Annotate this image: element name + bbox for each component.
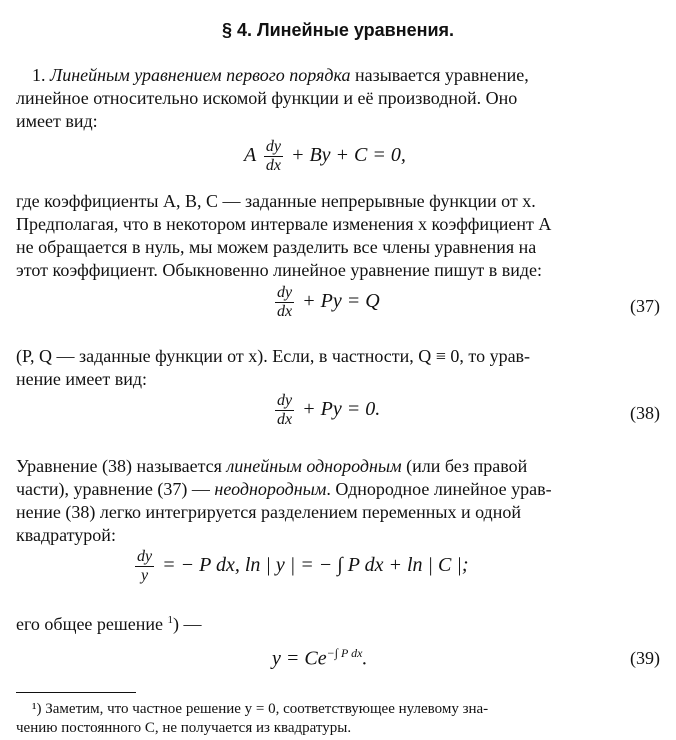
equation-37 <box>272 284 380 321</box>
para3-line2: нение имеет вид: <box>16 369 148 389</box>
paragraph-1 <box>16 64 660 133</box>
para1-term: Линейным уравнением первого порядка <box>50 65 351 85</box>
para1-number: 1. <box>32 65 50 85</box>
footnote-line2: чению постоянного C, не получается из квадратуры. <box>16 720 352 736</box>
footnote-line1: ¹) Заметим, что частное решение y = 0, соответствующее нулевому зна- <box>32 701 489 717</box>
para1-line1-tail: называется уравнение, <box>350 65 529 85</box>
equation-39-label: (39) <box>630 648 660 668</box>
para2-line2: Предполагая, что в некотором интервале изменения x коэффициент A <box>16 214 552 234</box>
equation-39 <box>272 646 367 671</box>
eq38-fraction <box>275 392 294 429</box>
para4-line1-c: (или без правой <box>401 456 528 476</box>
eqsep-fraction <box>135 548 154 585</box>
eq37-post: + Py = Q <box>302 290 380 313</box>
eq1-post: + By + C = 0, <box>290 144 406 167</box>
para2-line1: где коэффициенты A, B, C — заданные непрерывные функции от x. <box>16 191 536 211</box>
paragraph-5 <box>16 609 660 632</box>
para4-line2-a: части), уравнение (37) — <box>16 479 215 499</box>
para1-line2: линейное относительно искомой функции и её производной. Оно <box>16 88 518 108</box>
eq39-dot: . <box>362 647 368 670</box>
para4-line1-a: Уравнение (38) называется <box>16 456 227 476</box>
paragraph-2 <box>16 190 660 282</box>
eq1-num: dy <box>265 138 281 155</box>
eqsep-den: y <box>141 567 149 584</box>
footnote <box>16 700 660 738</box>
equation-separation <box>132 548 469 585</box>
para3-line1: (P, Q — заданные функции от x). Если, в частности, Q ≡ 0, то урав- <box>16 346 531 366</box>
para4-line4: квадратурой: <box>16 525 116 545</box>
para2-line3: не обращается в нуль, мы можем разделить все члены уравнения на <box>16 237 537 257</box>
footnote-divider <box>16 692 136 693</box>
para2-line4: этот коэффициент. Обыкновенно линейное уравнение пишут в виде: <box>16 260 543 280</box>
eq1-den: dx <box>265 157 281 174</box>
eq1-pre: A <box>244 144 256 167</box>
para4-line2-c: . Однородное линейное урав- <box>326 479 552 499</box>
para4-term-homog: линейным однородным <box>226 456 402 476</box>
paragraph-3 <box>16 345 660 391</box>
eq37-den: dx <box>277 303 293 320</box>
para4-term-inhomog: неоднородным <box>214 479 327 499</box>
eq39-exponent: −∫ P dx <box>326 646 363 660</box>
section-heading: § 4. Линейные уравнения. <box>221 20 455 40</box>
para5-footnote-mark: 1 <box>167 614 174 626</box>
eq39-lhs: y = Ce <box>272 647 327 670</box>
para5-text: его общее решение <box>16 614 164 634</box>
equation-38 <box>272 392 380 429</box>
eq37-num: dy <box>277 284 293 301</box>
eqsep-num: dy <box>137 548 153 565</box>
eq38-den: dx <box>277 411 293 428</box>
eqsep-rest: = − P dx, ln | y | = − ∫ P dx + ln | C |; <box>162 554 469 577</box>
eq1-fraction <box>264 138 283 175</box>
para5-tail: ) — <box>173 614 202 634</box>
paragraph-4 <box>16 455 660 547</box>
para1-line3: имеет вид: <box>16 111 98 131</box>
equation-38-label: (38) <box>630 403 660 423</box>
eq38-num: dy <box>277 392 293 409</box>
para4-line3: нение (38) легко интегрируется разделением переменных и одной <box>16 502 521 522</box>
equation-general <box>244 138 406 175</box>
eq37-fraction <box>275 284 294 321</box>
equation-37-label: (37) <box>630 296 660 316</box>
eq38-post: + Py = 0. <box>302 398 381 421</box>
